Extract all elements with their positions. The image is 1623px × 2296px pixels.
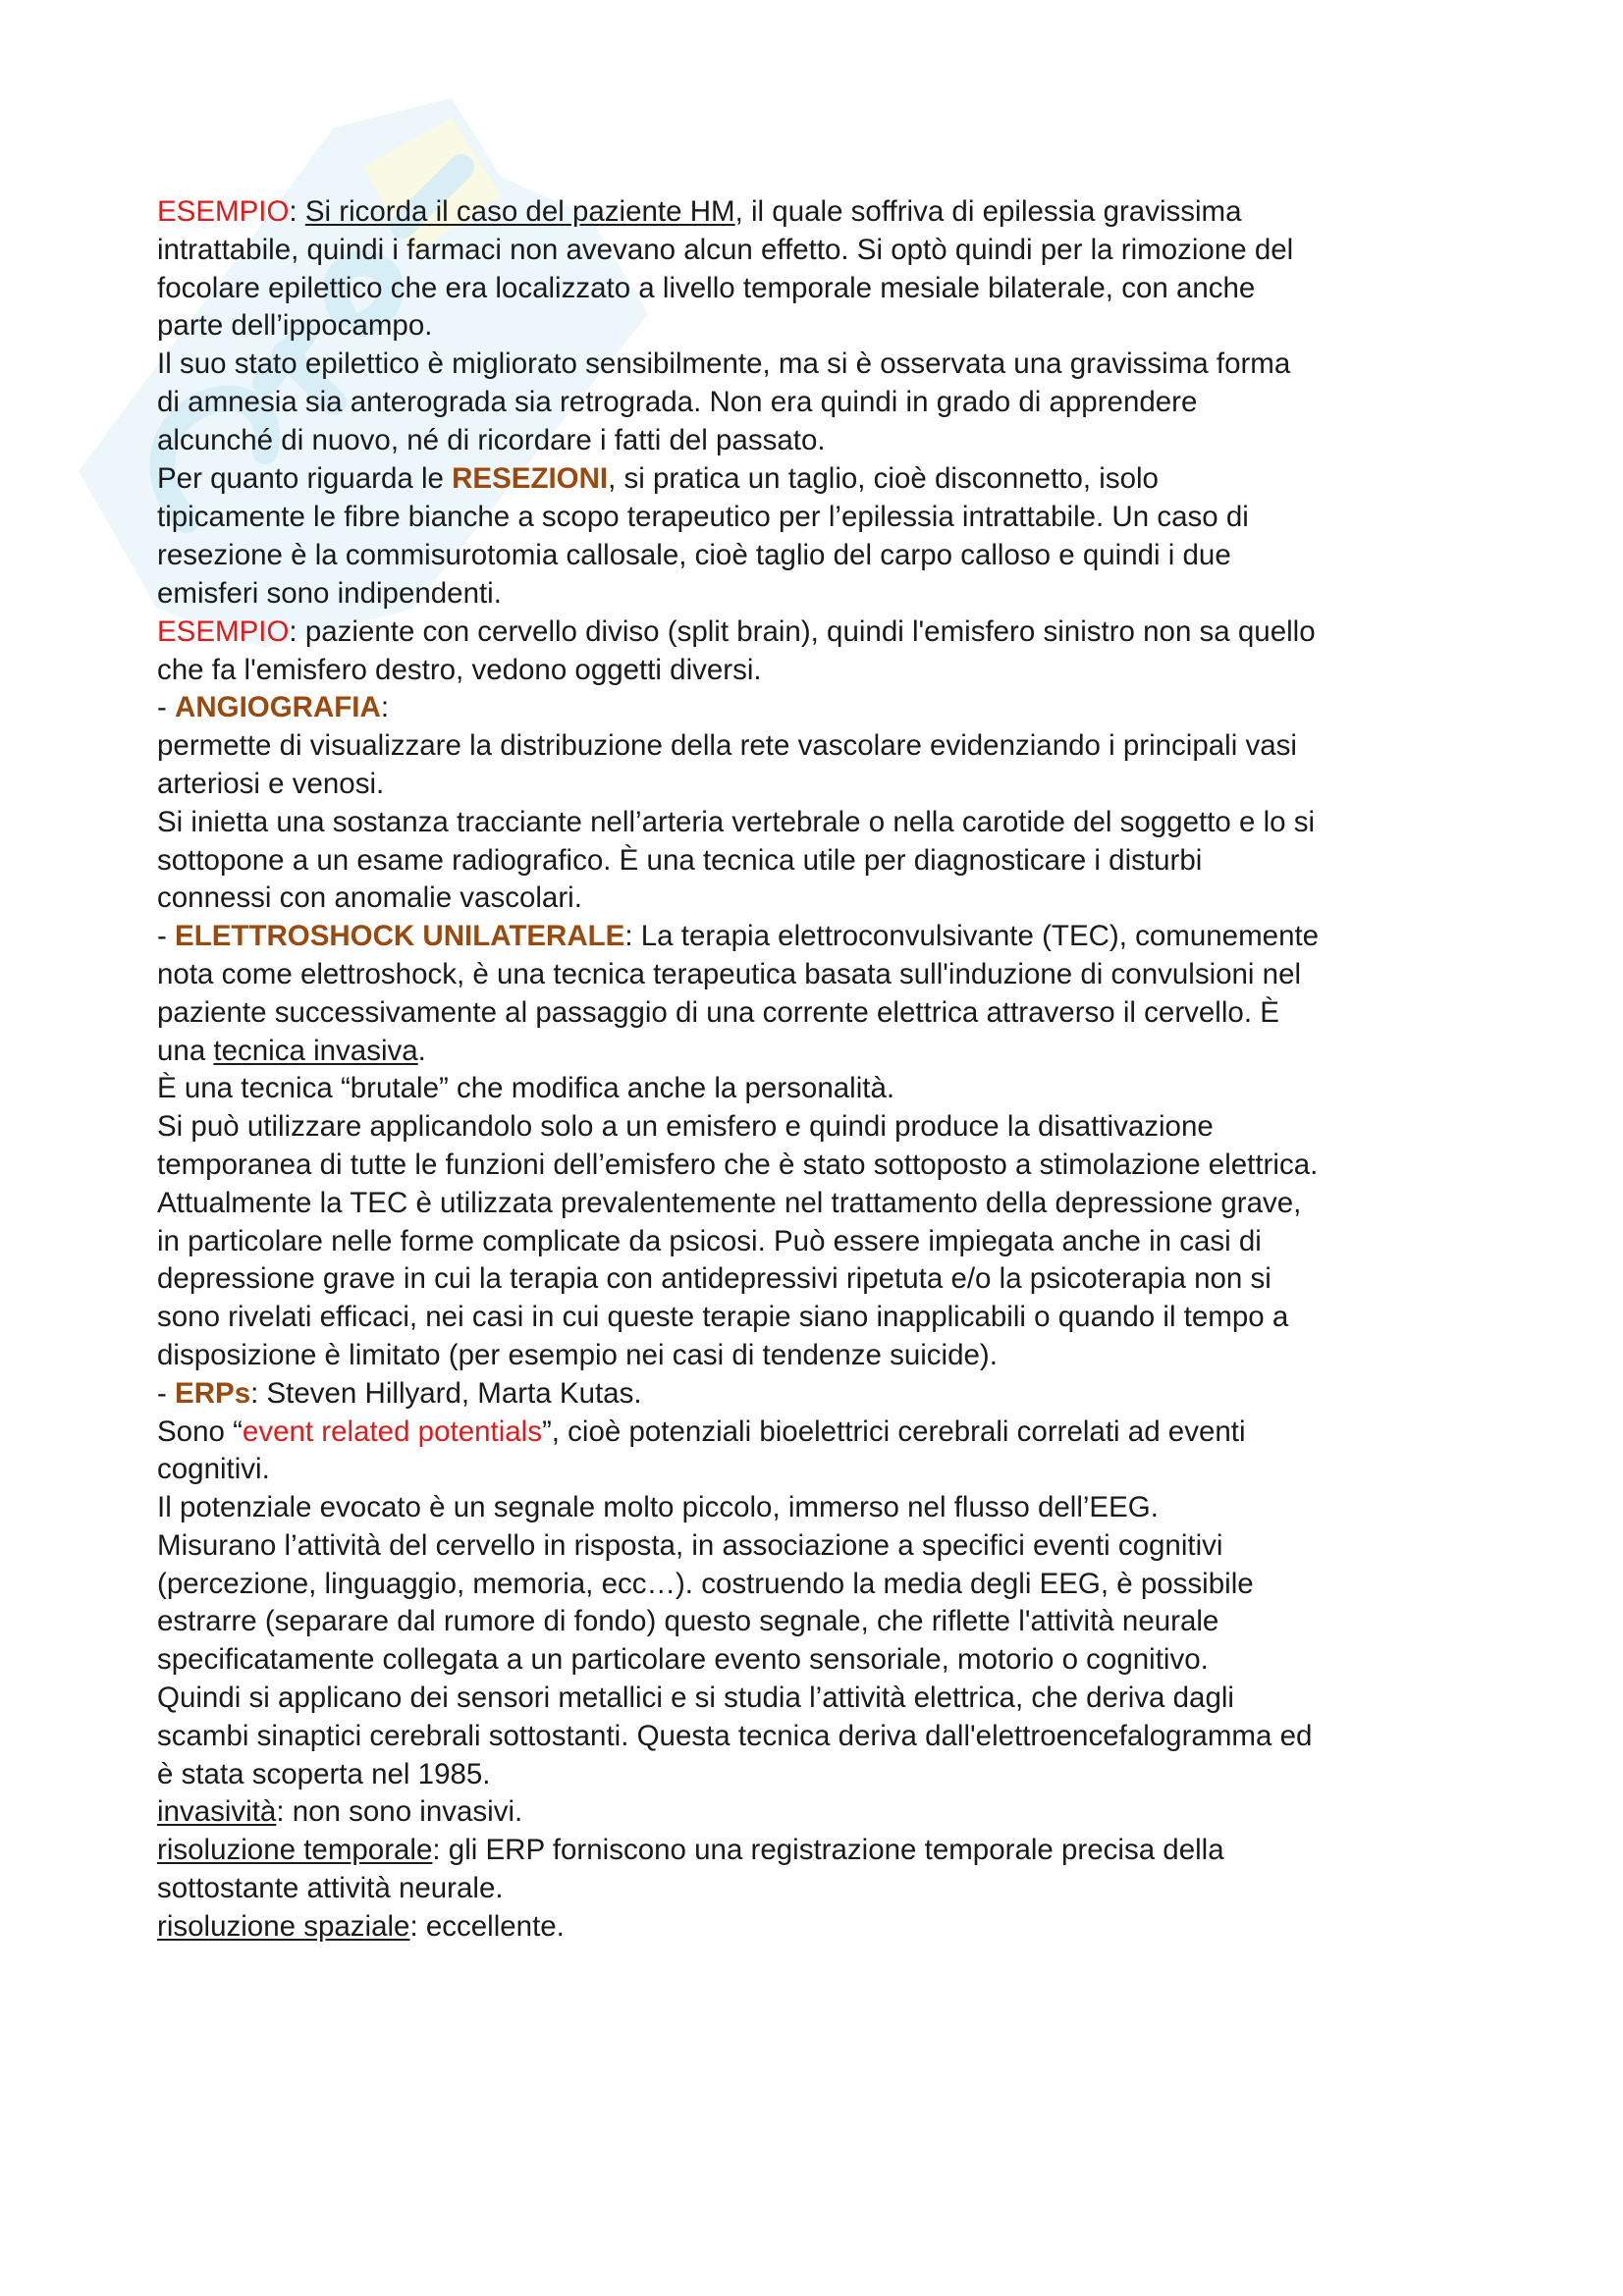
text-line: (percezione, linguaggio, memoria, ecc…). costruendo la media degli EEG, è possibile: [157, 1567, 1254, 1600]
esempio-label: ESEMPIO: [157, 195, 290, 228]
text-line: una tecnica invasiva.: [157, 1034, 426, 1067]
text-line: arteriosi e venosi.: [157, 767, 385, 800]
underlined-text: tecnica invasiva: [213, 1034, 418, 1067]
text-line: estrarre (separare dal rumore di fondo) questo segnale, che riflette l'attività neurale: [157, 1605, 1219, 1638]
text-line: intrattabile, quindi i farmaci non avevano alcun effetto. Si optò quindi per la rimozione del: [157, 233, 1294, 266]
text-line: Si inietta una sostanza tracciante nell’arteria vertebrale o nella carotide del soggetto e lo si: [157, 805, 1316, 838]
text-line: - ELETTROSHOCK UNILATERALE: La terapia elettroconvulsivante (TEC), comunemente: [157, 920, 1320, 953]
text-line: specificatamente collegata a un particolare evento sensoriale, motorio o cognitivo.: [157, 1643, 1209, 1677]
text-line: Quindi si applicano dei sensori metallici e si studia l’attività elettrica, che deriva dagli: [157, 1682, 1234, 1715]
text-line: focolare epilettico che era localizzato a livello temporale mesiale bilaterale, con anche: [157, 271, 1256, 304]
underlined-text: risoluzione spaziale: [157, 1909, 410, 1943]
text-line: emisferi sono indipendenti.: [157, 576, 502, 610]
text-line: Sono “event related potentials”, cioè potenziali bioelettrici cerebrali correlati ad eventi: [157, 1415, 1246, 1448]
text-line: in particolare nelle forme complicate da psicosi. Può essere impiegata anche in casi di: [157, 1224, 1262, 1257]
text-line: risoluzione spaziale: eccellente.: [157, 1909, 565, 1943]
text-line: scambi sinaptici cerebrali sottostanti. Questa tecnica deriva dall'elettroencefalogramma ed: [157, 1719, 1313, 1752]
section-heading: ERPs: [175, 1376, 251, 1410]
text-line: Il potenziale evocato è un segnale molto piccolo, immerso nel flusso dell’EEG.: [157, 1491, 1159, 1524]
underlined-text: risoluzione temporale: [157, 1834, 433, 1867]
text-line: Misurano l’attività del cervello in risposta, in associazione a specifici eventi cognitivi: [157, 1528, 1223, 1562]
text-line: che fa l'emisfero destro, vedono oggetti diversi.: [157, 653, 762, 686]
text-line: - ERPs: Steven Hillyard, Marta Kutas.: [157, 1376, 642, 1410]
text-line: invasività: non sono invasivi.: [157, 1795, 523, 1829]
text-line: cognitivi.: [157, 1453, 270, 1486]
underlined-text: Si ricorda il caso del paziente HM: [304, 195, 735, 228]
text-line: di amnesia sia anterograda sia retrograda. Non era quindi in grado di apprendere: [157, 385, 1198, 418]
text-line: Per quanto riguarda le RESEZIONI, si pratica un taglio, cioè disconnetto, isolo: [157, 461, 1159, 495]
text-line: È una tecnica “brutale” che modifica anche la personalità.: [157, 1072, 895, 1105]
text-line: depressione grave in cui la terapia con antidepressivi ripetuta e/o la psicoterapia non si: [157, 1262, 1271, 1296]
document-page: [157, 193, 1492, 1947]
text-line: permette di visualizzare la distribuzione della rete vascolare evidenziando i principali vasi: [157, 729, 1297, 763]
text-line: paziente successivamente al passaggio di una corrente elettrica attraverso il cervello. È: [157, 995, 1279, 1029]
text-line: alcunché di nuovo, né di ricordare i fatti del passato.: [157, 423, 826, 456]
text-line: risoluzione temporale: gli ERP forniscono una registrazione temporale precisa della: [157, 1834, 1224, 1867]
underlined-text: invasività: [157, 1795, 277, 1829]
text-line: tipicamente le fibre bianche a scopo terapeutico per l’epilessia intrattabile. Un caso di: [157, 501, 1249, 534]
esempio-label: ESEMPIO: [157, 614, 290, 648]
section-heading: RESEZIONI: [452, 461, 609, 495]
text-line: Si può utilizzare applicandolo solo a un emisfero e quindi produce la disattivazione: [157, 1110, 1214, 1144]
text-line: è stata scoperta nel 1985.: [157, 1757, 491, 1790]
text-line: Attualmente la TEC è utilizzata prevalentemente nel trattamento della depressione grave,: [157, 1186, 1302, 1219]
section-heading: ANGIOGRAFIA: [175, 691, 381, 724]
text-line: sottostante attività neurale.: [157, 1872, 504, 1905]
text-line: nota come elettroshock, è una tecnica terapeutica basata sull'induzione di convulsioni nel: [157, 957, 1302, 990]
text-line: ESEMPIO: Si ricorda il caso del paziente HM, il quale soffriva di epilessia gravissima: [157, 195, 1242, 228]
text-line: ESEMPIO: paziente con cervello diviso (split brain), quindi l'emisfero sinistro non sa quello: [157, 614, 1316, 648]
text-line: sono rivelati efficaci, nei casi in cui queste terapie siano inapplicabili o quando il tempo a: [157, 1301, 1289, 1334]
text-line: parte dell’ippocampo.: [157, 309, 433, 343]
section-heading: ELETTROSHOCK UNILATERALE: [175, 920, 625, 953]
text-line: Il suo stato epilettico è migliorato sensibilmente, ma si è osservata una gravissima forma: [157, 347, 1291, 381]
text-line: connessi con anomalie vascolari.: [157, 881, 582, 915]
text-line: sottopone a un esame radiografico. È una tecnica utile per diagnosticare i disturbi: [157, 843, 1203, 877]
text-line: resezione è la commisurotomia callosale, cioè taglio del carpo calloso e quindi i due: [157, 539, 1231, 572]
text-line: temporanea di tutte le funzioni dell’emisfero che è stato sottoposto a stimolazione elettrica.: [157, 1148, 1319, 1181]
text-line: disposizione è limitato (per esempio nei casi di tendenze suicide).: [157, 1338, 998, 1371]
text-line: - ANGIOGRAFIA:: [157, 691, 390, 724]
highlighted-term: event related potentials: [242, 1415, 542, 1448]
